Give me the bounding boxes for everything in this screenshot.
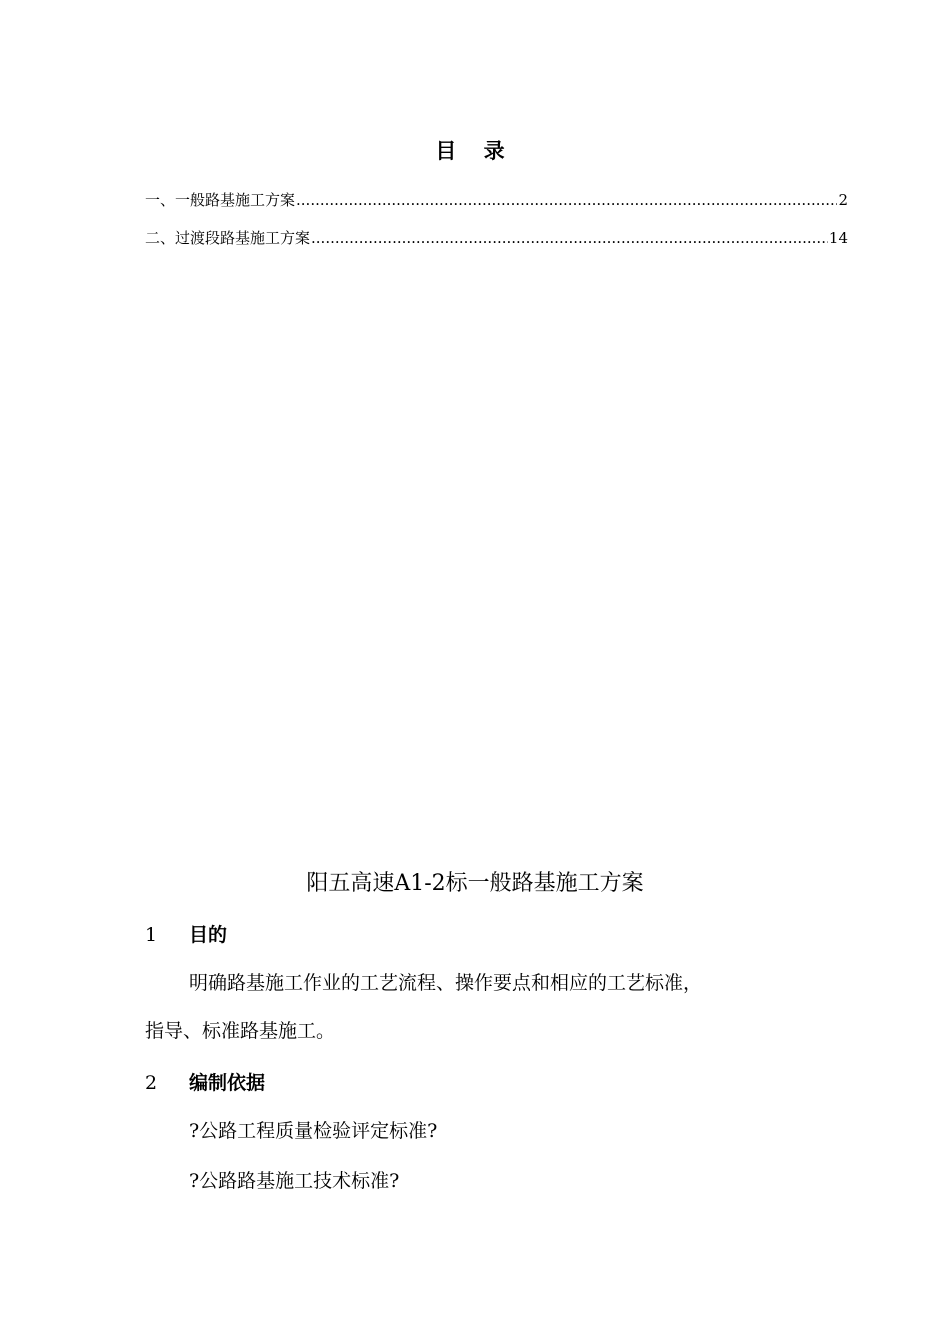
toc-entry-page: 2 [838,191,848,209]
toc-dot-leader [296,189,837,211]
paragraph-line: 明确路基施工作业的工艺流程、操作要点和相应的工艺标准， [189,972,703,994]
paragraph-line: 指导、标准路基施工。 [145,1020,336,1042]
toc-entry-label: 一、一般路基施工方案 [145,191,296,209]
toc-entry-page: 14 [828,229,848,247]
toc-entry-transition-subgrade[interactable] [145,227,848,249]
reference-standard: ?公路路基施工技术标准? [189,1170,400,1192]
document-title: 阳五高速A1-2标一般路基施工方案 [306,871,644,896]
section-title: 目的 [189,924,228,946]
toc-entry-label: 二、过渡段路基施工方案 [145,229,311,247]
section-number: 1 [145,924,158,946]
reference-standard: ?公路工程质量检验评定标准? [189,1120,438,1142]
toc-dot-leader [311,227,828,249]
section-heading-purpose [145,921,845,949]
section-title: 编制依据 [189,1072,266,1094]
section-number: 2 [145,1072,158,1094]
toc-entry-general-subgrade[interactable] [145,189,848,211]
toc-title: 目 录 [435,138,515,163]
section-heading-basis [145,1069,845,1097]
